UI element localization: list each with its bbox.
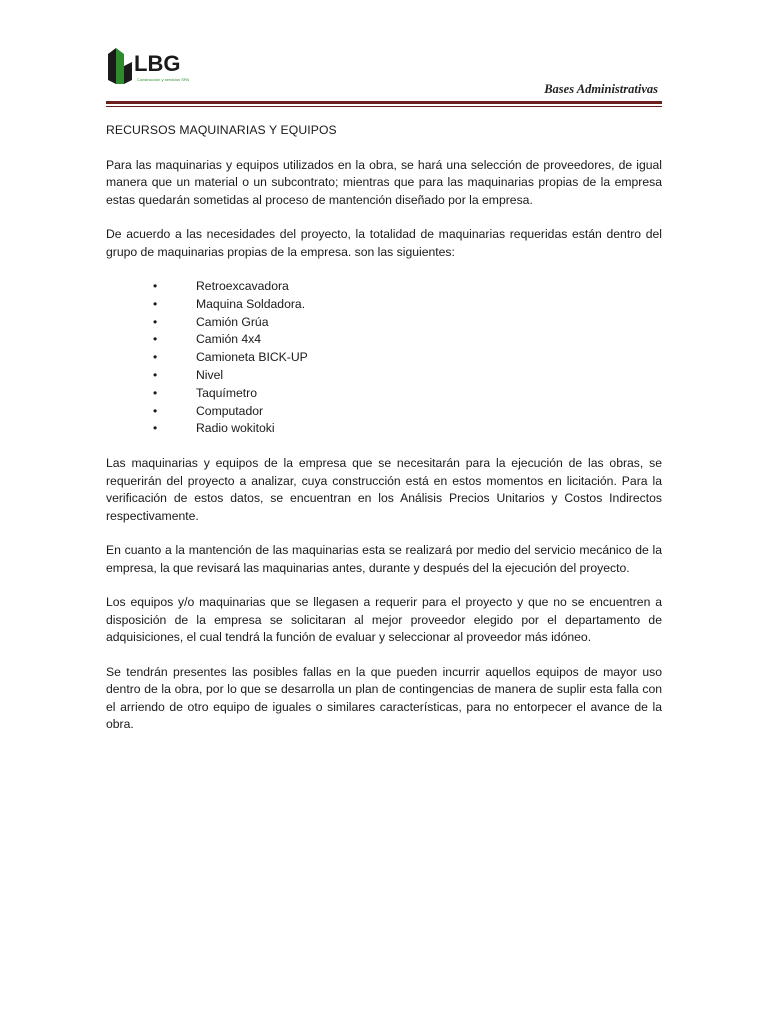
document-body [106,122,662,751]
list-item-label: Radio wokitoki [196,421,275,436]
list-item [106,385,662,403]
list-item-label: Camión Grúa [196,314,269,329]
list-item [106,349,662,367]
paragraph-maintenance: En cuanto a la mantención de las maquinarias esta se realizará por medio del servicio mecánico de la empresa, la que revisará las maquinarias antes, durante y después del la ejecución del proyecto. [106,543,662,575]
list-item-label: Retroexcavadora [196,279,289,293]
list-item [106,420,662,438]
list-item [106,403,662,421]
header-title: Bases Administrativas [544,82,658,96]
bullet-icon: • [153,296,158,311]
list-item-label: Camioneta BICK-UP [196,350,308,365]
list-item-label: Camión 4x4 [196,332,262,347]
list-item [106,331,662,349]
paragraph-requirements: De acuerdo a las necesidades del proyecto, la totalidad de maquinarias requeridas están dentro del grupo de maquinarias propias de la empresa. son las siguientes: [106,227,662,259]
bullet-icon: • [153,367,158,382]
paragraph-intro: Para las maquinarias y equipos utilizados en la obra, se hará una selección de proveedores, de igual manera que un material o un subcontrato; mientras que para las maquinarias propias de la empresa estas quedarán sometidas al proceso de mantención diseñado por la empresa. [106,157,662,207]
header-rule-thin [106,106,662,107]
bullet-icon: • [153,332,158,347]
list-item [106,278,662,296]
bullet-icon: • [153,421,158,436]
list-item-label: Computador [196,403,264,418]
list-item [106,314,662,332]
list-item-label: Taquímetro [196,385,257,400]
section-heading: RECURSOS MAQUINARIAS Y EQUIPOS [106,123,337,137]
logo-subtext: Construcción y servicios SPA [137,77,189,82]
company-logo [106,44,206,86]
header-rule-thick [106,101,662,104]
bullet-icon: • [153,314,158,329]
paragraph-contingency: Se tendrán presentes las posibles fallas en la que pueden incurrir aquellos equipos de mayor uso dentro de la obra, por lo que se desarrolla un plan de contingencias de manera de suplir esta falla con el arriendo de otro equipo de iguales o similares características, para no entorpecer el avance de la obra. [106,664,662,732]
list-item-label: Maquina Soldadora. [196,296,306,311]
logo-text: LBG [134,51,181,76]
list-item [106,296,662,314]
machinery-list [106,278,662,438]
list-item-label: Nivel [196,367,224,382]
paragraph-project-needs: Las maquinarias y equipos de la empresa que se necesitarán para la ejecución de las obras, se requerirán del proyecto a analizar, cuya construcción está en estos momentos en licitación. Para la verificación de estos datos, se encuentran en los Análisis Precios Unitarios y Costos Indirectos respectivamente. [106,456,662,523]
bullet-icon: • [153,385,158,400]
paragraph-external-suppliers: Los equipos y/o maquinarias que se llegasen a requerir para el proyecto y que no se encuentren a disposición de la empresa se solicitaran al mejor proveedor elegido por el departamento de adquisiciones, el cual tendrá la función de evaluar y seleccionar al proveedor más idóneo. [106,595,662,645]
bullet-icon: • [153,279,158,293]
bullet-icon: • [153,350,158,365]
list-item [106,367,662,385]
bullet-icon: • [153,403,158,418]
